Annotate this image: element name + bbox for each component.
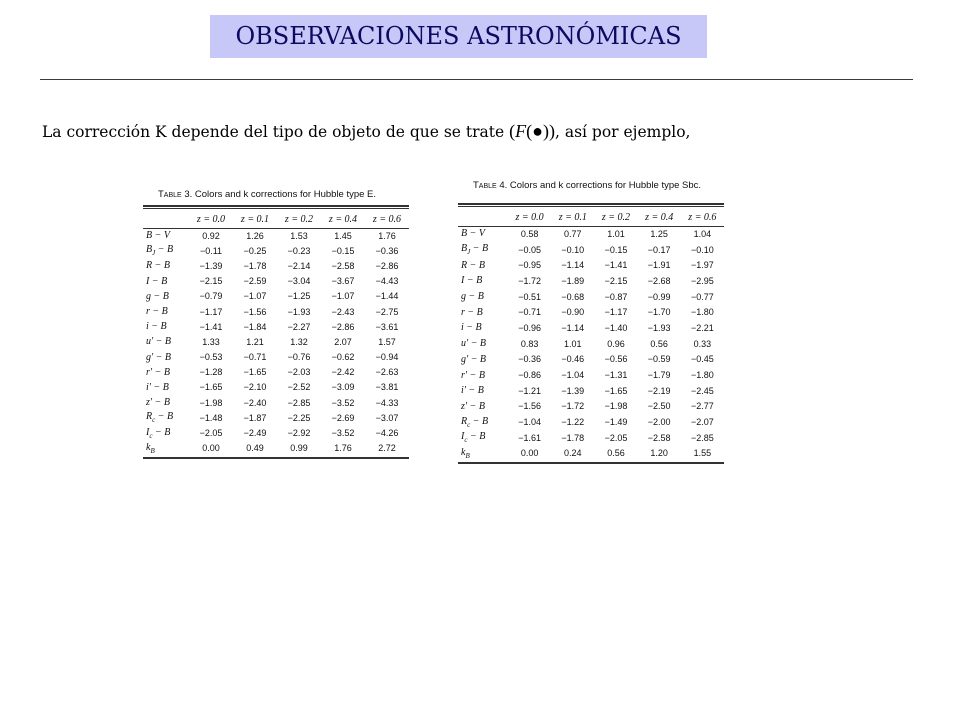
table-cell: −1.98	[604, 401, 628, 412]
table-cell: 0.24	[564, 448, 582, 459]
table-cell: −2.40	[243, 397, 267, 408]
table-cell: −2.05	[199, 428, 223, 439]
table-cell: 1.21	[246, 336, 264, 347]
table-cell: −2.58	[647, 432, 671, 443]
table-cell: 1.04	[693, 228, 712, 239]
title-divider	[40, 79, 913, 80]
column-header: z = 0.6	[688, 211, 717, 223]
table-cell: −2.95	[690, 275, 714, 286]
table-cell: −1.07	[243, 291, 267, 302]
table-3-body	[143, 228, 409, 456]
table-row	[143, 410, 409, 425]
table-cell: −0.95	[518, 260, 541, 271]
table-cell: −1.14	[561, 322, 585, 333]
table-cell: −3.81	[375, 382, 399, 393]
table-4-caption-text: Colors and k corrections for Hubble type Sbc.	[509, 180, 702, 191]
table-cell: −2.43	[331, 306, 355, 317]
table-cell: −2.05	[604, 432, 628, 443]
table-row	[143, 441, 409, 456]
column-header: z = 0.1	[240, 213, 270, 225]
table-cell: −1.97	[690, 260, 714, 271]
table-cell: 1.20	[650, 448, 668, 459]
table-4-header-row	[458, 208, 724, 226]
table-cell: −0.25	[243, 245, 267, 256]
table-cell: −0.79	[199, 291, 223, 302]
table-row	[143, 274, 409, 289]
table-row	[458, 414, 724, 430]
table-cell: −0.15	[331, 245, 355, 256]
row-label: u′ − B	[146, 336, 172, 348]
row-label: g′ − B	[461, 353, 487, 365]
header-corner	[458, 208, 508, 226]
intro-text-after: , así por ejemplo,	[554, 123, 691, 141]
table-cell: −3.52	[331, 397, 355, 408]
table-cell: −2.15	[604, 275, 628, 286]
table-row	[458, 320, 724, 336]
formula-rest: (●))	[526, 121, 555, 141]
table-cell: −3.61	[375, 321, 399, 332]
table-cell: 0.58	[520, 228, 539, 239]
table-4-top-rule	[458, 203, 724, 205]
table-cell: 0.96	[607, 338, 625, 349]
table-row	[458, 446, 724, 462]
table-cell: −0.10	[561, 244, 585, 255]
table-cell: 1.45	[334, 230, 352, 241]
table-cell: −4.33	[375, 397, 399, 408]
table-cell: 0.33	[693, 338, 712, 349]
header-corner	[143, 210, 189, 228]
slide-title: OBSERVACIONES ASTRONÓMICAS	[235, 22, 682, 50]
table-cell: 1.01	[607, 228, 625, 239]
row-label: i′ − B	[461, 385, 484, 397]
table-cell: −2.19	[647, 385, 671, 396]
table-cell: −1.14	[561, 260, 585, 271]
table-cell: −2.68	[647, 275, 671, 286]
table-cell: −0.56	[604, 354, 628, 365]
table-3-elliptical	[143, 189, 409, 489]
table-cell: −0.62	[331, 352, 355, 363]
table-row	[143, 334, 409, 349]
table-cell: −1.49	[604, 417, 628, 428]
table-3-caption-text: Colors and k corrections for Hubble type E.	[194, 189, 377, 200]
column-header: z = 0.2	[284, 213, 314, 225]
table-cell: −2.03	[287, 367, 311, 378]
table-cell: −2.10	[243, 382, 267, 393]
table-row	[458, 242, 724, 258]
table-cell: −1.80	[690, 307, 714, 318]
table-cell: −2.07	[690, 417, 714, 428]
table-cell: 0.56	[650, 338, 668, 349]
table-cell: −1.22	[561, 417, 585, 428]
column-header: z = 0.1	[558, 211, 587, 223]
table-row	[458, 336, 724, 352]
table-cell: −2.50	[647, 401, 671, 412]
table-cell: −0.96	[518, 322, 541, 333]
table-cell: −0.77	[690, 291, 714, 302]
table-cell: −0.90	[561, 307, 585, 318]
table-cell: −2.86	[375, 260, 399, 271]
table-cell: 0.99	[290, 443, 308, 454]
table-cell: −1.98	[199, 397, 223, 408]
table-cell: −1.89	[561, 275, 585, 286]
row-label: z′ − B	[146, 397, 170, 409]
table-cell: −2.69	[331, 412, 355, 423]
table-cell: 1.53	[290, 230, 308, 241]
table-cell: −0.17	[647, 244, 671, 255]
table-row	[458, 257, 724, 273]
table-row	[458, 226, 724, 242]
table-cell: −1.44	[375, 291, 399, 302]
table-cell: 0.00	[202, 443, 220, 454]
row-label: R − B	[146, 260, 170, 272]
table-cell: −2.14	[287, 260, 311, 271]
table-cell: 1.25	[650, 228, 668, 239]
row-label: r′ − B	[461, 369, 485, 381]
table-cell: −2.92	[287, 428, 311, 439]
table-cell: −1.04	[518, 417, 541, 428]
table-row	[143, 319, 409, 334]
table-cell: 0.77	[564, 228, 582, 239]
table-row	[143, 380, 409, 395]
row-label: u′ − B	[461, 338, 487, 350]
formula-open-paren: (	[509, 121, 516, 141]
table-cell: 1.01	[564, 338, 582, 349]
table-row	[143, 304, 409, 319]
table-cell: −1.80	[690, 370, 714, 381]
table-cell: 0.83	[520, 338, 539, 349]
table-cell: 1.76	[334, 443, 352, 454]
column-header: z = 0.2	[601, 211, 631, 223]
table-cell: −1.72	[561, 401, 585, 412]
column-header: z = 0.4	[328, 213, 358, 225]
table-cell: −1.72	[518, 275, 541, 286]
table-cell: −1.28	[199, 367, 223, 378]
intro-text-before: La corrección K depende del tipo de objeto de que se trate	[42, 123, 510, 141]
table-cell: −2.58	[331, 260, 355, 271]
table-cell: −0.05	[518, 244, 541, 255]
table-cell: −0.53	[199, 352, 223, 363]
table-3-top-rule-thin	[143, 208, 409, 209]
row-label: r − B	[146, 306, 168, 318]
table-cell: 1.76	[378, 230, 396, 241]
table-cell: −1.39	[561, 385, 585, 396]
table-cell: −1.56	[243, 306, 267, 317]
title-banner	[210, 15, 707, 58]
table-cell: −0.36	[518, 354, 541, 365]
table-cell: −2.85	[690, 432, 714, 443]
table-cell: −1.93	[647, 322, 671, 333]
row-label: r′ − B	[146, 366, 170, 378]
table-cell: −1.91	[647, 260, 671, 271]
formula-f: F	[515, 121, 527, 141]
row-label: $I_c - B$	[146, 426, 171, 440]
table-3-bottom-rule	[143, 457, 409, 459]
row-label: r − B	[461, 306, 483, 318]
table-row	[458, 304, 724, 320]
table-cell: −4.43	[375, 276, 399, 287]
table-cell: −0.71	[243, 352, 267, 363]
table-row	[458, 399, 724, 415]
table-row	[143, 365, 409, 380]
table-cell: −3.52	[331, 428, 355, 439]
row-label: $I_c - B$	[461, 431, 486, 445]
table-cell: −1.25	[287, 291, 311, 302]
row-label: g − B	[461, 291, 484, 303]
table-cell: 1.33	[202, 336, 220, 347]
table-cell: −1.78	[243, 260, 267, 271]
row-label: $k_B$	[461, 446, 470, 460]
table-row	[458, 430, 724, 446]
table-cell: −1.07	[331, 291, 355, 302]
table-cell: −0.76	[287, 352, 311, 363]
table-cell: −1.93	[287, 306, 311, 317]
table-cell: −1.31	[604, 370, 628, 381]
intro-sentence	[42, 121, 690, 142]
table-3-grid	[143, 210, 409, 456]
table-cell: −1.65	[243, 367, 267, 378]
table-cell: 0.00	[520, 448, 539, 459]
table-cell: −0.23	[287, 245, 311, 256]
table-cell: 1.26	[246, 230, 264, 241]
row-label: B − V	[461, 228, 485, 240]
table-row	[143, 350, 409, 365]
table-cell: 0.92	[202, 230, 220, 241]
row-label: I − B	[146, 275, 168, 287]
table-4-grid	[458, 208, 724, 461]
table-cell: −0.68	[561, 291, 585, 302]
table-4-body	[458, 226, 724, 461]
table-cell: −1.79	[647, 370, 671, 381]
table-cell: −1.65	[199, 382, 223, 393]
table-cell: −1.56	[518, 401, 541, 412]
row-label: g − B	[146, 290, 169, 302]
table-cell: −1.21	[518, 385, 541, 396]
table-row	[143, 395, 409, 410]
table-cell: −1.65	[604, 385, 628, 396]
row-label: I − B	[461, 275, 483, 287]
table-cell: −2.75	[375, 306, 399, 317]
table-cell: −2.52	[287, 382, 311, 393]
table-cell: −1.17	[604, 307, 628, 318]
table-cell: −0.71	[518, 307, 541, 318]
table-cell: −1.61	[518, 432, 541, 443]
table-cell: −2.86	[331, 321, 355, 332]
table-cell: 1.32	[290, 336, 308, 347]
row-label: B − V	[146, 230, 170, 242]
table-cell: −3.09	[331, 382, 355, 393]
row-label: R − B	[461, 259, 485, 271]
row-label: $R_c - B$	[146, 411, 174, 425]
table-cell: −2.59	[243, 276, 267, 287]
row-label: $R_c - B$	[461, 415, 489, 429]
table-cell: −2.49	[243, 428, 267, 439]
table-cell: −1.48	[199, 412, 223, 423]
table-cell: −0.51	[518, 291, 541, 302]
table-cell: −3.67	[331, 276, 355, 287]
column-header: z = 0.0	[515, 211, 544, 223]
table-row	[458, 352, 724, 368]
table-cell: 1.55	[693, 448, 712, 459]
table-4-header-rule	[458, 226, 724, 227]
table-cell: −0.11	[199, 245, 223, 256]
table-cell: −0.59	[647, 354, 671, 365]
table-3-caption-tab: Table 3.	[158, 189, 193, 200]
column-header: z = 0.4	[645, 211, 674, 223]
table-cell: −0.15	[604, 244, 628, 255]
table-row	[143, 258, 409, 273]
table-3-header-rule	[143, 228, 409, 229]
table-row	[458, 289, 724, 305]
table-cell: −1.41	[199, 321, 223, 332]
table-row	[458, 273, 724, 289]
table-cell: 1.57	[378, 336, 396, 347]
row-label: g′ − B	[146, 351, 172, 363]
row-label: i′ − B	[146, 381, 169, 393]
table-row	[143, 425, 409, 440]
row-label: $B_J - B$	[461, 243, 489, 257]
column-header: z = 0.6	[372, 213, 402, 225]
row-label: $k_B$	[146, 441, 155, 455]
row-label: i − B	[461, 322, 482, 334]
table-cell: −0.86	[518, 370, 541, 381]
table-cell: −1.78	[561, 432, 585, 443]
table-cell: 0.56	[607, 448, 625, 459]
table-4-sbc	[458, 180, 724, 480]
table-cell: −0.99	[647, 291, 671, 302]
table-cell: −1.70	[647, 307, 671, 318]
table-row	[143, 289, 409, 304]
table-cell: −1.40	[604, 322, 628, 333]
column-header: z = 0.0	[196, 213, 226, 225]
table-3-caption	[158, 189, 376, 200]
table-cell: −1.87	[243, 412, 267, 423]
table-cell: −2.15	[199, 276, 223, 287]
table-cell: −0.94	[375, 352, 399, 363]
row-label: z′ − B	[461, 400, 485, 412]
table-cell: −2.27	[287, 321, 311, 332]
row-label: $B_J - B$	[146, 244, 174, 258]
table-4-caption	[473, 180, 701, 191]
table-cell: −0.46	[561, 354, 585, 365]
table-cell: −2.21	[690, 322, 714, 333]
table-row	[143, 228, 409, 243]
table-cell: −2.63	[375, 367, 399, 378]
table-cell: −2.77	[690, 401, 714, 412]
table-cell: 2.72	[378, 443, 396, 454]
table-cell: −1.84	[243, 321, 267, 332]
table-cell: −2.85	[287, 397, 311, 408]
table-cell: −3.04	[287, 276, 311, 287]
table-cell: −0.10	[690, 244, 714, 255]
table-row	[458, 383, 724, 399]
table-3-top-rule	[143, 205, 409, 207]
table-cell: −2.25	[287, 412, 311, 423]
table-cell: −1.41	[604, 260, 628, 271]
table-cell: −2.00	[647, 417, 671, 428]
table-row	[143, 243, 409, 258]
table-cell: −1.39	[199, 260, 223, 271]
row-label: i − B	[146, 321, 167, 333]
table-4-top-rule-thin	[458, 206, 724, 207]
table-cell: −0.45	[690, 354, 714, 365]
table-cell: −0.87	[604, 291, 628, 302]
table-cell: −1.17	[199, 306, 223, 317]
table-cell: 0.49	[246, 443, 264, 454]
table-cell: −2.42	[331, 367, 355, 378]
table-cell: −3.07	[375, 412, 399, 423]
table-cell: −0.36	[375, 245, 399, 256]
table-4-bottom-rule	[458, 462, 724, 464]
table-4-caption-tab: Table 4.	[473, 180, 508, 191]
table-cell: −4.26	[375, 428, 399, 439]
table-cell: −2.45	[690, 385, 714, 396]
table-3-header-row	[143, 210, 409, 228]
table-row	[458, 367, 724, 383]
table-cell: −1.04	[561, 370, 585, 381]
table-cell: 2.07	[334, 336, 352, 347]
